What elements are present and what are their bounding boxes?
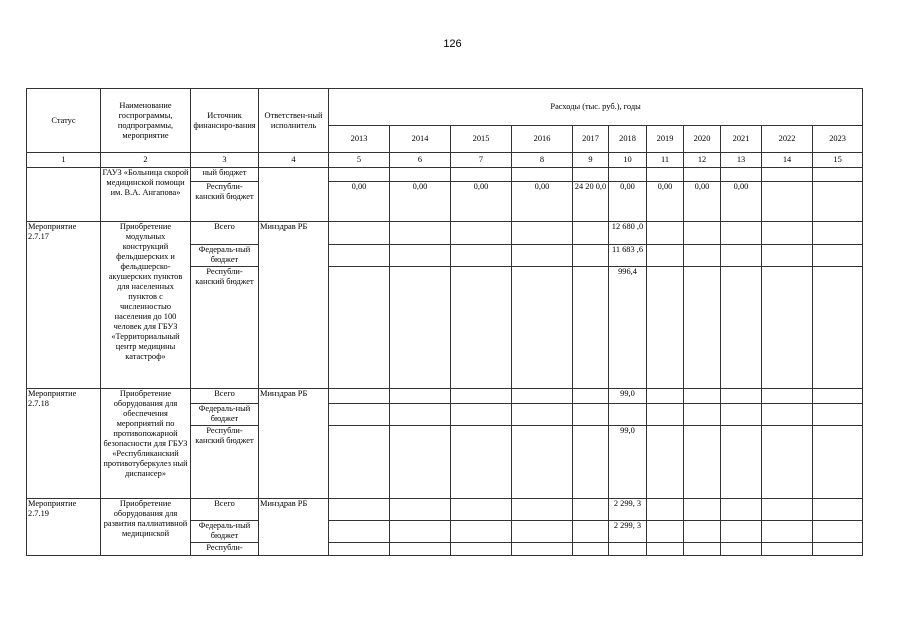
empty-cell <box>573 267 609 389</box>
empty-cell <box>813 222 863 245</box>
col-number: 6 <box>390 153 451 168</box>
col-number: 7 <box>451 153 512 168</box>
empty-cell <box>512 404 573 426</box>
empty-cell <box>390 404 451 426</box>
empty-cell <box>573 222 609 245</box>
empty-cell <box>329 245 390 267</box>
header-source: Источник финансиро-вания <box>191 89 259 153</box>
value-cell: 12 680 ,0 <box>609 222 647 245</box>
col-number: 14 <box>762 153 813 168</box>
value-cell: 0,00 <box>609 182 647 222</box>
empty-cell <box>762 521 813 543</box>
empty-cell <box>573 389 609 404</box>
expenses-table <box>26 88 863 556</box>
value-cell: 11 683 ,6 <box>609 245 647 267</box>
measure-name: Приобретение оборудования для обеспечения мероприятий по противопожарной безопасности для ГБУЗ «Республиканский противотуберкулез ный диспансер» <box>101 389 191 499</box>
empty-cell <box>684 222 721 245</box>
year-cell: 2015 <box>451 126 512 153</box>
column-number-row <box>27 153 863 168</box>
empty-cell <box>390 499 451 521</box>
measure-status: Мероприятие 2.7.19 <box>27 499 101 556</box>
source-label: Федераль-ный бюджет <box>191 521 259 543</box>
empty-cell <box>684 521 721 543</box>
year-cell: 2019 <box>647 126 684 153</box>
empty-cell <box>721 426 762 499</box>
empty-cell <box>390 521 451 543</box>
empty-cell <box>609 168 647 182</box>
empty-cell <box>27 168 101 222</box>
measure-name: Приобретение модульных конструкций фельдшерских и фельдшерско-акушерских пунктов для населенных пунктов с численностью населения до 100 человек для ГБУЗ «Территориальный центр медицины катастроф» <box>101 222 191 389</box>
year-cell: 2020 <box>684 126 721 153</box>
empty-cell <box>329 543 390 556</box>
year-cell: 2013 <box>329 126 390 153</box>
empty-cell <box>329 168 390 182</box>
value-cell: 0,00 <box>684 182 721 222</box>
empty-cell <box>762 543 813 556</box>
empty-cell <box>329 222 390 245</box>
empty-cell <box>813 499 863 521</box>
empty-cell <box>721 389 762 404</box>
empty-cell <box>721 168 762 182</box>
table-row <box>27 168 863 182</box>
empty-cell <box>609 543 647 556</box>
empty-cell <box>329 426 390 499</box>
header-expenses: Расходы (тыс. руб.), годы <box>329 89 863 126</box>
empty-cell <box>762 245 813 267</box>
empty-cell <box>451 168 512 182</box>
empty-cell <box>721 222 762 245</box>
empty-cell <box>512 267 573 389</box>
empty-cell <box>647 267 684 389</box>
empty-cell <box>684 404 721 426</box>
header-row <box>27 89 863 126</box>
empty-cell <box>512 168 573 182</box>
empty-cell <box>451 404 512 426</box>
col-number: 5 <box>329 153 390 168</box>
value-cell: 0,00 <box>512 182 573 222</box>
empty-cell <box>647 426 684 499</box>
empty-cell <box>684 499 721 521</box>
value-cell <box>813 182 863 222</box>
empty-cell <box>573 168 609 182</box>
table-row <box>27 222 863 245</box>
empty-cell <box>512 245 573 267</box>
empty-cell <box>573 245 609 267</box>
source-label: Всего <box>191 499 259 521</box>
empty-cell <box>647 499 684 521</box>
empty-cell <box>647 543 684 556</box>
empty-cell <box>512 543 573 556</box>
empty-cell <box>813 426 863 499</box>
empty-cell <box>390 267 451 389</box>
empty-cell <box>390 426 451 499</box>
empty-cell <box>329 499 390 521</box>
year-cell: 2014 <box>390 126 451 153</box>
empty-cell <box>390 222 451 245</box>
empty-cell <box>390 245 451 267</box>
empty-cell <box>813 543 863 556</box>
col-number: 8 <box>512 153 573 168</box>
empty-cell <box>390 168 451 182</box>
year-cell: 2021 <box>721 126 762 153</box>
measure-name: ГАУЗ «Больница скорой медицинской помощи им. В.А. Ангапова» <box>101 168 191 222</box>
empty-cell <box>451 389 512 404</box>
measure-status: Мероприятие 2.7.18 <box>27 389 101 499</box>
empty-cell <box>762 404 813 426</box>
empty-cell <box>813 404 863 426</box>
col-number: 11 <box>647 153 684 168</box>
empty-cell <box>329 404 390 426</box>
value-cell <box>762 182 813 222</box>
empty-cell <box>609 404 647 426</box>
value-cell: 99,0 <box>609 389 647 404</box>
empty-cell <box>762 389 813 404</box>
col-number: 9 <box>573 153 609 168</box>
empty-cell <box>684 245 721 267</box>
year-cell: 2016 <box>512 126 573 153</box>
empty-cell <box>721 245 762 267</box>
executor: Минздрав РБ <box>259 499 329 556</box>
source-label: Республи-канский бюджет <box>191 182 259 222</box>
empty-cell <box>721 267 762 389</box>
header-executor: Ответствен-ный исполнитель <box>259 89 329 153</box>
empty-cell <box>451 245 512 267</box>
empty-cell <box>647 404 684 426</box>
empty-cell <box>451 521 512 543</box>
col-number: 3 <box>191 153 259 168</box>
empty-cell <box>813 267 863 389</box>
page-number: 126 <box>443 38 462 50</box>
empty-cell <box>573 543 609 556</box>
empty-cell <box>813 389 863 404</box>
empty-cell <box>329 521 390 543</box>
col-number: 4 <box>259 153 329 168</box>
empty-cell <box>647 245 684 267</box>
value-cell: 24 20 0,0 <box>573 182 609 222</box>
col-number: 15 <box>813 153 863 168</box>
col-number: 2 <box>101 153 191 168</box>
source-label: Республи-канский бюджет <box>191 267 259 389</box>
empty-cell <box>259 168 329 222</box>
empty-cell <box>451 543 512 556</box>
empty-cell <box>647 389 684 404</box>
empty-cell <box>573 521 609 543</box>
measure-status: Мероприятие 2.7.17 <box>27 222 101 389</box>
empty-cell <box>721 499 762 521</box>
source-label: Республи-канский бюджет <box>191 426 259 499</box>
source-label: Федераль-ный бюджет <box>191 245 259 267</box>
value-cell: 0,00 <box>390 182 451 222</box>
empty-cell <box>573 426 609 499</box>
value-cell: 0,00 <box>329 182 390 222</box>
table-row <box>27 389 863 404</box>
empty-cell <box>573 404 609 426</box>
value-cell: 0,00 <box>451 182 512 222</box>
empty-cell <box>684 168 721 182</box>
empty-cell <box>451 426 512 499</box>
col-number: 10 <box>609 153 647 168</box>
value-cell: 0,00 <box>721 182 762 222</box>
executor: Минздрав РБ <box>259 222 329 389</box>
empty-cell <box>721 521 762 543</box>
empty-cell <box>647 222 684 245</box>
header-name: Наименование госпрограммы, подпрограммы, мероприятие <box>101 89 191 153</box>
empty-cell <box>512 426 573 499</box>
empty-cell <box>721 543 762 556</box>
empty-cell <box>451 499 512 521</box>
empty-cell <box>762 499 813 521</box>
value-cell: 2 299, 3 <box>609 521 647 543</box>
year-cell: 2022 <box>762 126 813 153</box>
measure-name: Приобретение оборудования для развития паллиативной медицинской <box>101 499 191 556</box>
empty-cell <box>762 222 813 245</box>
table-row <box>27 499 863 521</box>
value-cell: 0,00 <box>647 182 684 222</box>
source-label: Всего <box>191 222 259 245</box>
empty-cell <box>647 521 684 543</box>
empty-cell <box>390 543 451 556</box>
header-status: Статус <box>27 89 101 153</box>
empty-cell <box>684 426 721 499</box>
empty-cell <box>512 521 573 543</box>
empty-cell <box>813 245 863 267</box>
empty-cell <box>813 168 863 182</box>
empty-cell <box>813 521 863 543</box>
empty-cell <box>647 168 684 182</box>
empty-cell <box>762 168 813 182</box>
empty-cell <box>684 389 721 404</box>
empty-cell <box>762 426 813 499</box>
empty-cell <box>329 389 390 404</box>
empty-cell <box>451 222 512 245</box>
empty-cell <box>329 267 390 389</box>
year-cell: 2018 <box>609 126 647 153</box>
empty-cell <box>512 222 573 245</box>
year-cell: 2023 <box>813 126 863 153</box>
source-label: Всего <box>191 389 259 404</box>
empty-cell <box>762 267 813 389</box>
empty-cell <box>573 499 609 521</box>
source-label: Республи- <box>191 543 259 556</box>
value-cell: 996,4 <box>609 267 647 389</box>
source-label: ный бюджет <box>191 168 259 182</box>
empty-cell <box>684 267 721 389</box>
col-number: 13 <box>721 153 762 168</box>
year-cell: 2017 <box>573 126 609 153</box>
empty-cell <box>684 543 721 556</box>
empty-cell <box>390 389 451 404</box>
empty-cell <box>451 267 512 389</box>
executor: Минздрав РБ <box>259 389 329 499</box>
empty-cell <box>721 404 762 426</box>
value-cell: 2 299, 3 <box>609 499 647 521</box>
col-number: 12 <box>684 153 721 168</box>
empty-cell <box>512 499 573 521</box>
empty-cell <box>512 389 573 404</box>
source-label: Федераль-ный бюджет <box>191 404 259 426</box>
col-number: 1 <box>27 153 101 168</box>
value-cell: 99,0 <box>609 426 647 499</box>
